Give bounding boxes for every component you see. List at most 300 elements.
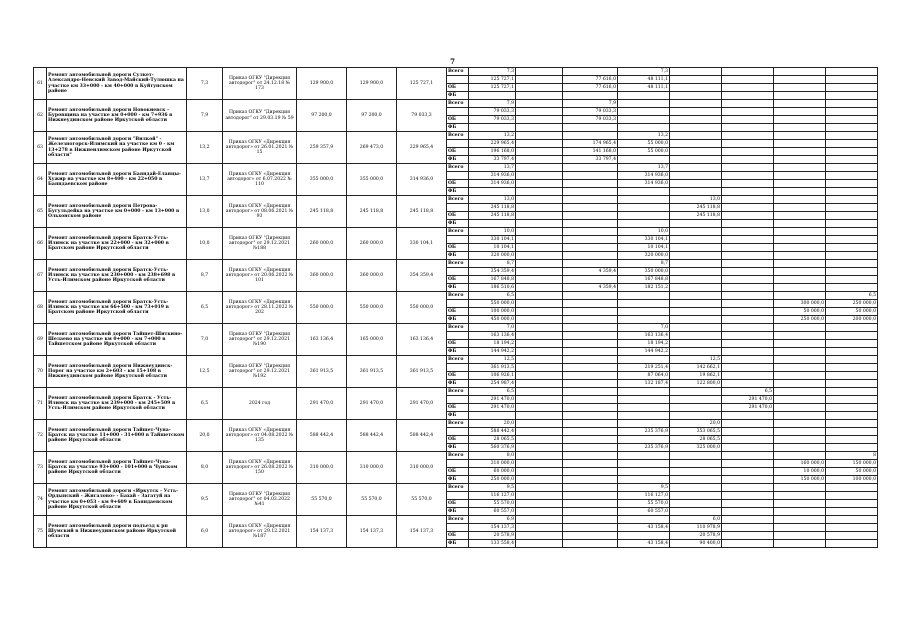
road-name: Ремонт автомобильной дороги подъезд к рп Шумский в Нижнеудинском районе Иркутской области [47,516,187,548]
year-value-cell [563,204,618,212]
funding-total: 550 000,0 [397,292,447,324]
year-value-cell [774,268,826,276]
cost-estimate: 154 137,3 [297,516,347,548]
year-value-cell [722,492,774,500]
cost-estimate: 97 200,0 [297,100,347,132]
contract-price: 245 118,8 [347,196,397,228]
row-number: 62 [34,100,47,132]
year-value-cell [722,244,774,252]
order-reference: Приказ ОГКУ "Дирекция автодорог" от 29.03.19 № 59 [223,100,297,132]
road-length: 20,0 [187,420,223,452]
year-value-cell [516,228,563,236]
year-value-cell [826,364,878,372]
funding-source-label [447,108,469,116]
year-value-cell [774,516,826,524]
year-value-cell: 182 151,2 [618,284,670,292]
funding-total-cell: 55 570,0 [469,500,516,508]
row-number: 66 [34,228,47,260]
year-value-cell [563,300,618,308]
funding-source-label: Всего [447,516,469,524]
funding-source-label: ОБ [447,340,469,348]
year-value-cell: 235 376,9 [618,428,670,436]
year-value-cell [774,364,826,372]
year-value-cell [670,164,722,172]
road-name: Ремонт автомобильной дороги «Иркутск - Усть-Ордынский - Жигалово» - Бахай - Загатуй на участке км 0+053 - км 9+609 в Баяндаевском районе Иркутской области [47,484,187,516]
year-value-cell [516,348,563,356]
year-value-cell [826,492,878,500]
year-value-cell [563,340,618,348]
funding-total: 154 137,3 [397,516,447,548]
year-value-cell [618,412,670,420]
year-value-cell [563,276,618,284]
funding-source-label: Всего [447,132,469,140]
funding-source-label: ОБ [447,436,469,444]
year-value-cell: 122 800,0 [670,380,722,388]
year-value-cell [722,188,774,196]
year-value-cell [670,324,722,332]
year-value-cell: 60 557,0 [618,508,670,516]
year-value-cell [563,420,618,428]
year-value-cell [516,188,563,196]
year-value-cell [670,508,722,516]
year-value-cell [563,524,618,532]
year-value-cell [618,220,670,228]
year-value-cell [516,340,563,348]
funding-total-cell: 361 913,5 [469,364,516,372]
year-value-cell [826,244,878,252]
funding-total-cell: 291 470,0 [469,404,516,412]
cost-estimate: 355 000,0 [297,164,347,196]
funding-source-label: Всего [447,420,469,428]
year-value-cell [670,244,722,252]
funding-total: 588 442,4 [397,420,447,452]
year-value-cell [563,68,618,76]
funding-source-label [447,236,469,244]
year-value-cell: 291 470,0 [722,404,774,412]
year-value-cell [826,148,878,156]
year-value-cell: 350 000,0 [618,268,670,276]
road-name: Ремонт автомобильной дороги Тайшет-Чуна-Братск на участке 11+000 - 31+000 в Тайшетском районе Иркутской области [47,420,187,452]
year-value-cell: 6,0 [670,516,722,524]
year-value-cell [516,276,563,284]
year-value-cell: 163 136,4 [618,332,670,340]
year-value-cell [722,540,774,548]
funding-total-cell: 314 936,0 [469,172,516,180]
year-value-cell [670,396,722,404]
year-value-cell [826,252,878,260]
year-value-cell [563,452,618,460]
year-value-cell [670,468,722,476]
year-value-cell: 18 194,2 [618,340,670,348]
funding-source-label: ОБ [447,84,469,92]
table-row [34,420,905,428]
funding-source-label: Всего [447,100,469,108]
contract-price: 154 137,3 [347,516,397,548]
year-value-cell [516,212,563,220]
year-value-cell [670,172,722,180]
year-value-cell [516,540,563,548]
year-value-cell [722,372,774,380]
year-value-cell [516,356,563,364]
cost-estimate: 129 900,0 [297,68,347,100]
year-value-cell [563,388,618,396]
road-length: 13,2 [187,132,223,164]
year-value-cell [722,452,774,460]
year-value-cell [563,196,618,204]
funding-total: 229 965,4 [397,132,447,164]
order-reference: Приказ ОГКУ «Дирекция автодорог» от 28.11.2022 № 202 [223,292,297,324]
year-value-cell [563,476,618,484]
year-value-cell [618,404,670,412]
year-value-cell [774,284,826,292]
year-value-cell [618,468,670,476]
year-value-cell [774,156,826,164]
table-row [34,388,905,396]
funding-source-label: ФБ [447,124,469,132]
year-value-cell [722,108,774,116]
year-value-cell [774,108,826,116]
funding-total-cell: 60 557,0 [469,508,516,516]
funding-source-label: ОБ [447,372,469,380]
year-value-cell: 77 616,0 [563,84,618,92]
year-value-cell [618,420,670,428]
year-value-cell [774,260,826,268]
year-value-cell: 20,0 [670,420,722,428]
row-number: 64 [34,164,47,196]
year-value-cell [670,268,722,276]
year-value-cell [516,524,563,532]
year-value-cell [722,532,774,540]
year-value-cell [516,260,563,268]
year-value-cell [774,388,826,396]
funding-source-label: ФБ [447,252,469,260]
year-value-cell [563,164,618,172]
year-value-cell [516,252,563,260]
road-length: 6,5 [187,292,223,324]
year-value-cell [722,284,774,292]
year-value-cell [563,132,618,140]
cost-estimate: 291 470,0 [297,388,347,420]
funding-source-label: ОБ [447,212,469,220]
year-value-cell [563,468,618,476]
year-value-cell [826,372,878,380]
year-value-cell: 19 862,1 [670,372,722,380]
row-number: 67 [34,260,47,292]
year-value-cell: 142 662,1 [670,364,722,372]
funding-source-label: ФБ [447,348,469,356]
year-value-cell [563,244,618,252]
year-value-cell [826,132,878,140]
year-value-cell [774,404,826,412]
contract-price: 360 000,0 [347,260,397,292]
contract-price: 550 000,0 [347,292,397,324]
year-value-cell: 55 000,0 [618,140,670,148]
page-number: 7 [450,57,455,66]
year-value-cell: 7,9 [563,100,618,108]
year-value-cell [774,188,826,196]
year-value-cell [563,260,618,268]
order-reference: Приказ ОГКУ "Дирекция автодорог" от 24.12.18 № 173 [223,68,297,100]
road-name: Ремонт автомобильной дороги Тайшет-Шиткино-Шелаево на участке км 0+000 - км 7+000 в Тайшетском районе Иркутской области [47,324,187,356]
cost-estimate: 245 118,8 [297,196,347,228]
funding-total-cell: 320 000,0 [469,252,516,260]
funding-total-cell: 100 000,0 [469,308,516,316]
funding-source-label: Всего [447,292,469,300]
year-value-cell [826,156,878,164]
funding-source-label: ФБ [447,444,469,452]
funding-total-cell: 125 727,1 [469,76,516,84]
year-value-cell [722,348,774,356]
year-value-cell [516,404,563,412]
year-value-cell: 50 000,0 [774,308,826,316]
year-value-cell [774,196,826,204]
year-value-cell: 150 000,0 [774,476,826,484]
year-value-cell [826,260,878,268]
year-value-cell: 250 000,0 [774,316,826,324]
year-value-cell [722,140,774,148]
year-value-cell [774,452,826,460]
funding-total-cell: 28 065,5 [469,436,516,444]
year-value-cell [722,300,774,308]
year-value-cell [774,228,826,236]
year-value-cell: 291 470,0 [722,396,774,404]
year-value-cell [516,508,563,516]
funding-total-cell: 186 510,6 [469,284,516,292]
year-value-cell: 300 000,0 [774,300,826,308]
year-value-cell: 167 848,8 [618,276,670,284]
year-value-cell: 245 118,8 [670,204,722,212]
funding-total-cell: 154 137,3 [469,524,516,532]
funding-total: 55 570,0 [397,484,447,516]
year-value-cell [563,316,618,324]
funding-total-cell: 229 965,4 [469,140,516,148]
year-value-cell [722,308,774,316]
funding-source-label [447,396,469,404]
year-value-cell: 48 111,1 [618,84,670,92]
year-value-cell [618,188,670,196]
year-value-cell: 33 797,4 [563,156,618,164]
year-value-cell [826,484,878,492]
funding-source-label: Всего [447,196,469,204]
year-value-cell [670,340,722,348]
year-value-cell [774,172,826,180]
year-value-cell [516,364,563,372]
year-value-cell [722,316,774,324]
funding-source-label [447,172,469,180]
funding-source-label: Всего [447,68,469,76]
year-value-cell [722,268,774,276]
year-value-cell [774,100,826,108]
year-value-cell [670,404,722,412]
road-name: Ремонт автомобильной дороги Братск-Усть-Илимск на участке км 22+000 - км 32+000 в Братском районе Иркутской области [47,228,187,260]
year-value-cell [722,76,774,84]
order-reference: Приказ ОГКУ "Дирекция автодорог" от 29.12.2021 №188 [223,228,297,260]
year-value-cell [722,332,774,340]
funding-total-cell: 354 359,4 [469,268,516,276]
year-value-cell [563,396,618,404]
year-value-cell [563,348,618,356]
year-value-cell [826,508,878,516]
year-value-cell [774,332,826,340]
year-value-cell [563,236,618,244]
row-number: 63 [34,132,47,164]
funding-total-cell: 20,0 [469,420,516,428]
table-row [34,196,905,204]
year-value-cell: 77 616,0 [563,76,618,84]
year-value-cell [516,236,563,244]
year-value-cell [618,308,670,316]
road-name: Ремонт автомобильной дороги Петрова-Бугульдейка на участке км 0+000 - км 13+000 в Ольхонском районе [47,196,187,228]
year-value-cell [826,444,878,452]
year-value-cell [722,204,774,212]
year-value-cell [516,156,563,164]
funding-total: 245 118,8 [397,196,447,228]
funding-total-cell: 6,5 [469,388,516,396]
year-value-cell [563,324,618,332]
year-value-cell [722,180,774,188]
funding-total-cell: 291 470,0 [469,396,516,404]
year-value-cell [722,476,774,484]
year-value-cell [670,220,722,228]
year-value-cell [774,180,826,188]
year-value-cell [670,132,722,140]
funding-source-label: Всего [447,484,469,492]
year-value-cell: 50 000,0 [826,308,878,316]
road-name: Ремонт автомобильной дороги Тайшет-Чуна-Братск на участке 93+000 - 101+000 в Чунском районе Иркутской области [47,452,187,484]
funding-total-cell: 163 136,4 [469,332,516,340]
year-value-cell [563,516,618,524]
funding-total: 314 936,0 [397,164,447,196]
year-value-cell [826,380,878,388]
year-value-cell [774,412,826,420]
year-value-cell [516,436,563,444]
year-value-cell [774,84,826,92]
year-value-cell [670,388,722,396]
funding-total-cell: 196 168,0 [469,148,516,156]
year-value-cell [618,316,670,324]
year-value-cell [774,292,826,300]
funding-source-label: ФБ [447,508,469,516]
year-value-cell [774,140,826,148]
cost-estimate: 361 913,5 [297,356,347,388]
year-value-cell [516,164,563,172]
year-value-cell [563,220,618,228]
year-value-cell [826,332,878,340]
year-value-cell [618,516,670,524]
order-reference: Приказ ОГКУ «Дирекция автодорог» от 04.08.2022 № 135 [223,420,297,452]
year-value-cell: 55 570,0 [618,500,670,508]
year-value-cell [774,532,826,540]
year-value-cell [774,508,826,516]
road-length: 8,7 [187,260,223,292]
year-value-cell: 13,2 [618,132,670,140]
year-value-cell [563,356,618,364]
year-value-cell [722,484,774,492]
year-value-cell [722,524,774,532]
year-value-cell: 10 104,1 [618,244,670,252]
year-value-cell: 79 033,3 [563,108,618,116]
year-value-cell [516,492,563,500]
road-length: 10,0 [187,228,223,260]
year-value-cell: 116 127,0 [618,492,670,500]
year-value-cell [516,484,563,492]
year-value-cell [516,292,563,300]
year-value-cell [826,116,878,124]
contract-price: 260 000,0 [347,228,397,260]
year-value-cell [516,84,563,92]
year-value-cell [826,524,878,532]
year-value-cell [774,428,826,436]
funding-total-cell: 310 000,0 [469,460,516,468]
year-value-cell [826,236,878,244]
funding-source-label [447,332,469,340]
year-value-cell [826,516,878,524]
funding-source-label [447,364,469,372]
year-value-cell [670,276,722,284]
year-value-cell [722,356,774,364]
year-value-cell [722,92,774,100]
year-value-cell [618,204,670,212]
row-number: 71 [34,388,47,420]
year-value-cell [670,292,722,300]
year-value-cell [563,500,618,508]
year-value-cell: 325 000,0 [670,444,722,452]
year-value-cell [826,92,878,100]
order-reference: Приказ ОГКУ "Дирекция автодорог" от 29.12.2021 №190 [223,324,297,356]
year-value-cell [618,460,670,468]
cost-estimate: 550 000,0 [297,292,347,324]
order-reference: Приказ ОГКУ "Дирекция автодорог" от 29.12.2021 №192 [223,356,297,388]
year-value-cell [516,308,563,316]
year-value-cell [516,500,563,508]
year-value-cell [722,420,774,428]
year-value-cell [670,92,722,100]
funding-total-cell: 8,7 [469,260,516,268]
contract-price: 310 000,0 [347,452,397,484]
year-value-cell [774,252,826,260]
table-row [34,324,905,332]
funding-source-label: ФБ [447,156,469,164]
funding-total-cell: 13,7 [469,164,516,172]
row-number: 69 [34,324,47,356]
year-value-cell [774,444,826,452]
year-value-cell [563,436,618,444]
year-value-cell [563,332,618,340]
year-value-cell [722,68,774,76]
year-value-cell [618,436,670,444]
year-value-cell [722,84,774,92]
year-value-cell: 8 [826,452,878,460]
year-value-cell [826,396,878,404]
funding-source-label: ОБ [447,500,469,508]
year-value-cell [722,412,774,420]
funding-total-cell: 13,2 [469,132,516,140]
table-body [34,68,905,548]
year-value-cell [826,180,878,188]
table-row [34,516,905,524]
year-value-cell [826,532,878,540]
year-value-cell [826,428,878,436]
year-value-cell [563,428,618,436]
year-value-cell [722,212,774,220]
table-row [34,484,905,492]
year-value-cell: 43 158,4 [618,524,670,532]
year-value-cell [670,140,722,148]
year-value-cell [774,396,826,404]
year-value-cell: 141 168,0 [563,148,618,156]
year-value-cell [516,172,563,180]
year-value-cell [670,180,722,188]
